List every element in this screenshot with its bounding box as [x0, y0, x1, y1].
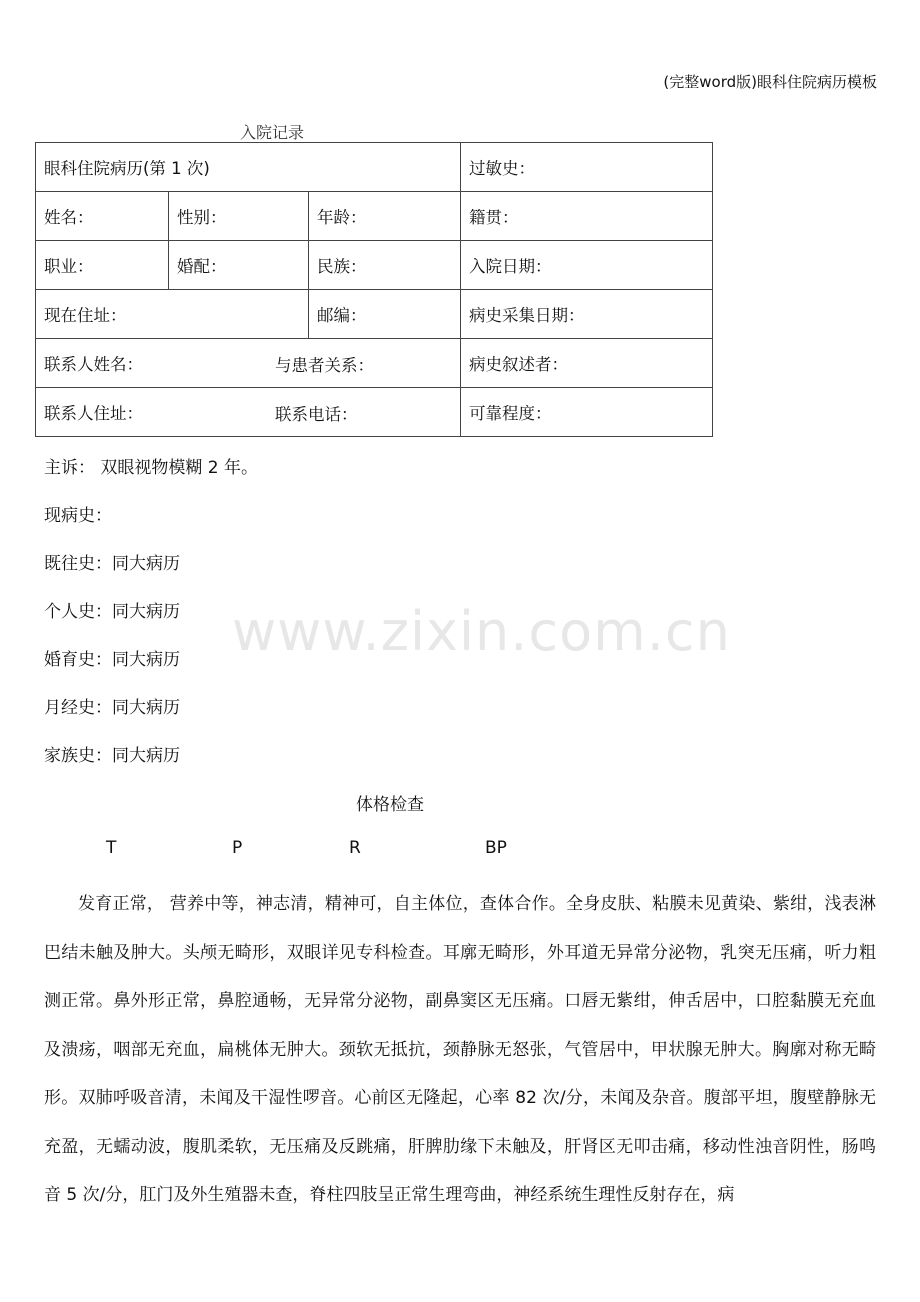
table-cell [461, 290, 713, 339]
personal-history: 个人史：同大病历 [44, 602, 180, 622]
vital-respiration: R [349, 838, 361, 858]
menstrual-history: 月经史：同大病历 [44, 698, 180, 718]
narrator-label: 病史叙述者： [469, 355, 569, 374]
family-history: 家族史：同大病历 [44, 746, 180, 766]
table-cell [36, 192, 169, 241]
table-cell [461, 192, 713, 241]
table-cell [461, 339, 713, 388]
contact-name-label: 联系人姓名： [44, 355, 143, 374]
marital-history: 婚育史：同大病历 [44, 650, 180, 670]
table-cell [461, 143, 713, 192]
address-label: 现在住址： [44, 306, 127, 325]
contact-phone-label: 联系电话： [275, 405, 358, 424]
ethnicity-label: 民族： [317, 257, 367, 276]
table-cell [169, 192, 309, 241]
table-row [36, 192, 713, 241]
reliability-label: 可靠程度： [469, 404, 552, 423]
physical-exam-title: 体格检查 [356, 795, 424, 815]
watermark: www.zixin.com.cn [232, 600, 731, 663]
table-cell [36, 339, 461, 388]
table-cell [461, 241, 713, 290]
table-cell [36, 241, 169, 290]
document-header-title: (完整word版)眼科住院病历模板 [663, 73, 877, 91]
name-label: 姓名： [44, 208, 94, 227]
history-date-label: 病史采集日期： [469, 306, 585, 325]
record-title: 入院记录 [240, 123, 305, 142]
patient-info-table [35, 142, 713, 437]
present-illness: 现病史： [44, 506, 112, 526]
table-cell [36, 388, 461, 437]
chief-complaint: 主诉： 双眼视物模糊 2 年。 [44, 458, 259, 478]
contact-address-label: 联系人住址： [44, 404, 143, 423]
native-place-label: 籍贯： [469, 208, 519, 227]
table-cell [169, 241, 309, 290]
table-cell [309, 290, 461, 339]
table-row [36, 388, 713, 437]
table-cell [461, 388, 713, 437]
record-label: 眼科住院病历(第 1 次) [44, 159, 210, 178]
table-row [36, 339, 713, 388]
age-label: 年龄： [317, 208, 367, 227]
vital-temperature: T [106, 838, 117, 858]
gender-label: 性别： [177, 208, 227, 227]
past-history: 既往史：同大病历 [44, 554, 180, 574]
admission-date-label: 入院日期： [469, 257, 552, 276]
table-row [36, 143, 713, 192]
allergy-label: 过敏史： [469, 159, 536, 178]
vital-blood-pressure: BP [485, 838, 507, 858]
table-cell [309, 241, 461, 290]
occupation-label: 职业： [44, 257, 94, 276]
relationship-label: 与患者关系： [275, 356, 374, 375]
table-cell [36, 290, 309, 339]
exam-paragraph: 发育正常， 营养中等，神志清，精神可，自主体位，查体合作。全身皮肤、粘膜未见黄染、紫绀，浅表淋巴结未触及肿大。头颅无畸形，双眼详见专科检查。耳廓无畸形，外耳道无异常分泌物，乳突无压痛，听力粗测正常。鼻外形正常，鼻腔通畅，无异常分泌物，副鼻窦区无压痛。口唇无紫绀，伸舌居中，口腔黏膜无充血及溃疡，咽部无充血，扁桃体无肿大。颈软无抵抗，颈静脉无怒张，气管居中，甲状腺无肿大。胸廓对称无畸形。双肺呼吸音清，未闻及干湿性啰音。心前区无隆起，心率 82 次/分，未闻及杂音。腹部平坦，腹壁静脉无充盈，无蠕动波，腹肌柔软，无压痛及反跳痛，肝脾肋缘下未触及，肝肾区无叩击痛，移动性浊音阴性，肠鸣音 5 次/分，肛门及外生殖器未查，脊柱四肢呈正常生理弯曲，神经系统生理性反射存在，病 [44, 894, 876, 1205]
postcode-label: 邮编： [317, 306, 367, 325]
table-cell [309, 192, 461, 241]
table-row [36, 290, 713, 339]
marital-label: 婚配： [177, 257, 227, 276]
vital-pulse: P [232, 838, 243, 858]
table-row [36, 241, 713, 290]
table-cell [36, 143, 461, 192]
